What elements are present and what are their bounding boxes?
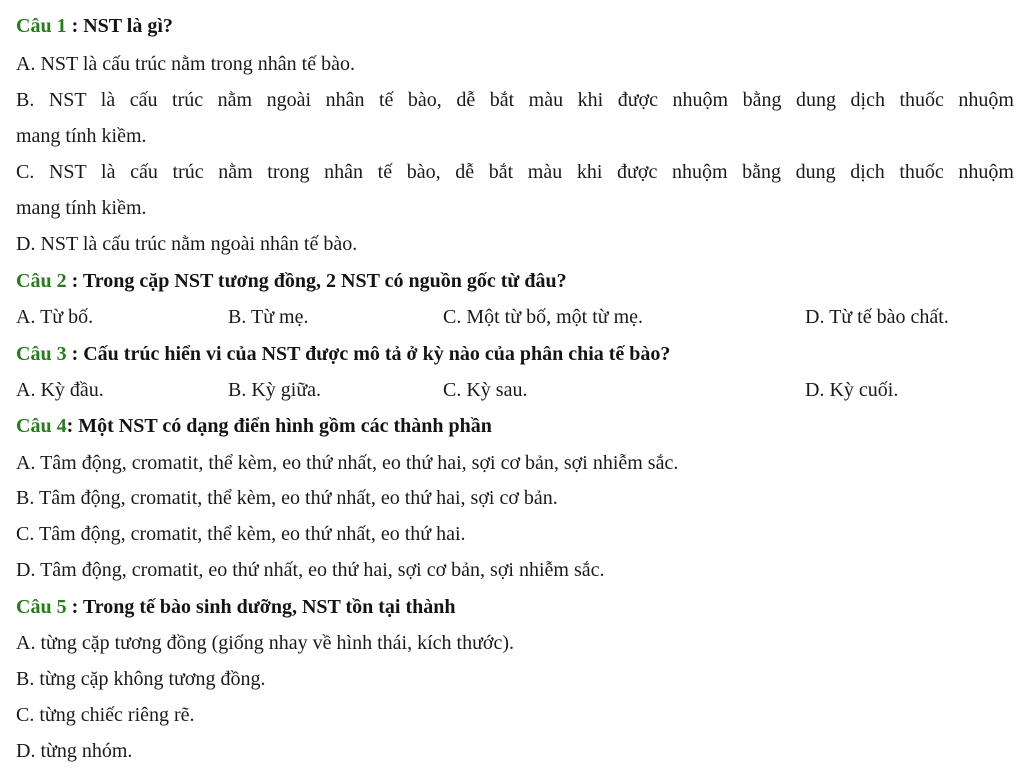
question-5-option-a: A. từng cặp tương đồng (giống nhay về hình thái, kích thước). (16, 632, 515, 654)
question-1-option-d: D. NST là cấu trúc nằm ngoài nhân tế bào. (16, 233, 358, 255)
question-1-option-b-line2: mang tính kiềm. (16, 125, 147, 147)
question-4-option-a: A. Tâm động, cromatit, thể kèm, eo thứ nhất, eo thứ hai, sợi cơ bản, sợi nhiễm sắc. (16, 452, 679, 474)
question-4-label: Câu 4 (16, 415, 67, 437)
question-2-label: Câu 2 (16, 270, 67, 292)
question-2-option-d: D. Từ tế bào chất. (805, 306, 949, 328)
question-2-option-a: A. Từ bố. (16, 306, 94, 328)
question-5-text: : Trong tế bào sinh dưỡng, NST tồn tại thành (66, 596, 456, 618)
question-5-heading (16, 595, 456, 619)
question-4-option-b: B. Tâm động, cromatit, thể kèm, eo thứ nhất, eo thứ hai, sợi cơ bản. (16, 487, 558, 509)
question-5-option-b: B. từng cặp không tương đồng. (16, 668, 266, 690)
question-1-option-c-line2: mang tính kiềm. (16, 197, 147, 219)
question-1-option-a: A. NST là cấu trúc nằm trong nhân tế bào. (16, 53, 355, 75)
question-3-option-b: B. Kỳ giữa. (228, 379, 322, 401)
question-3-heading (16, 342, 670, 366)
question-2-text: : Trong cặp NST tương đồng, 2 NST có nguồn gốc từ đâu? (66, 270, 567, 292)
question-1-option-c-line1: C. NST là cấu trúc nằm trong nhân tế bào, dễ bắt màu khi được nhuộm bằng dung dịch thuốc nhuộm (16, 161, 1014, 183)
question-4-text: : Một NST có dạng điển hình gồm các thành phần (66, 415, 492, 437)
question-1-label: Câu 1 (16, 15, 67, 37)
question-3-text: : Cấu trúc hiển vi của NST được mô tả ở kỳ nào của phân chia tế bào? (66, 343, 671, 365)
question-1-text: : NST là gì? (66, 15, 173, 37)
question-3-label: Câu 3 (16, 343, 67, 365)
question-2-option-b: B. Từ mẹ. (228, 306, 309, 328)
question-2-option-c: C. Một từ bố, một từ mẹ. (443, 306, 644, 328)
question-4-option-d: D. Tâm động, cromatit, eo thứ nhất, eo thứ hai, sợi cơ bản, sợi nhiễm sắc. (16, 559, 605, 581)
question-3-option-d: D. Kỳ cuối. (805, 379, 899, 401)
question-4-option-c: C. Tâm động, cromatit, thể kèm, eo thứ nhất, eo thứ hai. (16, 523, 466, 545)
question-3-option-a: A. Kỳ đầu. (16, 379, 104, 401)
question-2-heading (16, 269, 567, 293)
question-5-option-d: D. từng nhóm. (16, 740, 133, 762)
question-4-heading (16, 414, 492, 438)
question-3-option-c: C. Kỳ sau. (443, 379, 528, 401)
question-5-option-c: C. từng chiếc riêng rẽ. (16, 704, 195, 726)
question-1-heading (16, 14, 173, 38)
question-1-option-b-line1: B. NST là cấu trúc nằm ngoài nhân tế bào, dễ bắt màu khi được nhuộm bằng dung dịch thuốc nhuộm (16, 89, 1014, 111)
question-5-label: Câu 5 (16, 596, 67, 618)
